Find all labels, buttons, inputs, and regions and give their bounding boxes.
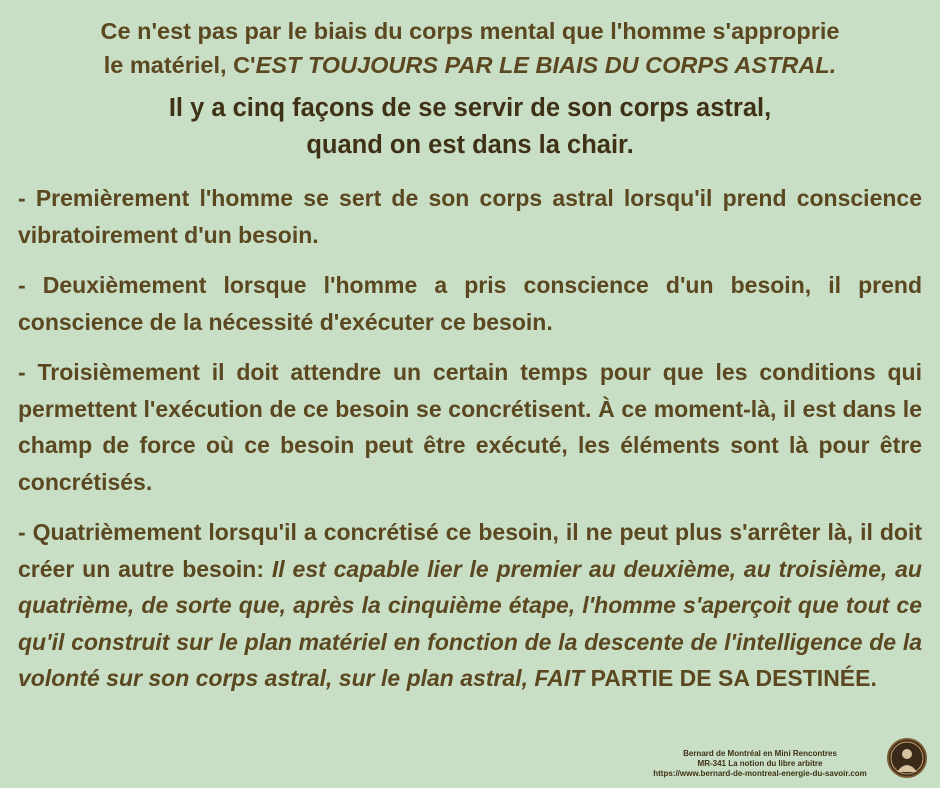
paragraph-4-plain: - Quatrièmement lorsqu'il a concrétisé ce besoin, il ne peut plus s'arrêter là, il doit créer un autre besoin:	[18, 519, 922, 582]
intro-line-2-italic: EST TOUJOURS PAR LE BIAIS DU CORPS ASTRAL.	[255, 52, 837, 78]
paragraph-4-italic: Il est capable lier le premier au deuxième, au troisième, au quatrième, de sorte que, après la cinquième étape, l'homme s'aperçoit que tout ce qu'il construit sur le plan matériel en fonction de la descente de l'intelligence de la volonté sur son corps astral, sur le plan astral, FAIT	[18, 555, 922, 691]
body-text	[18, 180, 922, 711]
credit-line-3: https://www.bernard-de-montreal-energie-du-savoir.com	[653, 769, 867, 778]
intro-text	[0, 14, 940, 82]
paragraph-2: - Deuxièmement lorsque l'homme a pris conscience d'un besoin, il prend conscience de la nécessité d'exécuter ce besoin.	[18, 272, 922, 335]
headline-line-1: Il y a cinq façons de se servir de son corps astral,	[168, 94, 772, 122]
credit-block	[610, 749, 910, 779]
portrait-seal-icon	[887, 738, 927, 778]
intro-line-2	[0, 48, 940, 82]
headline	[0, 90, 940, 164]
headline-line-2: quand on est dans la chair.	[306, 131, 634, 159]
intro-line-2-plain: le matériel, C'	[103, 52, 256, 78]
paragraph-3: - Troisièmement il doit attendre un certain temps pour que les conditions qui permettent l'exécution de ce besoin se concrétisent. À ce moment-là, il est dans le champ de force où ce besoin peut être exécuté, les éléments sont là pour être concrétisés.	[18, 359, 922, 495]
credit-line-1: Bernard de Montréal en Mini Rencontres	[683, 749, 837, 758]
paragraph-4-end: PARTIE DE SA DESTINÉE.	[584, 665, 877, 691]
intro-line-1: Ce n'est pas par le biais du corps mental que l'homme s'approprie	[100, 18, 840, 44]
paragraph-4	[18, 514, 922, 697]
paragraph-1: - Premièrement l'homme se sert de son corps astral lorsqu'il prend conscience vibratoirement d'un besoin.	[18, 185, 922, 248]
credit-line-2: MR-341 La notion du libre arbitre	[697, 759, 823, 768]
